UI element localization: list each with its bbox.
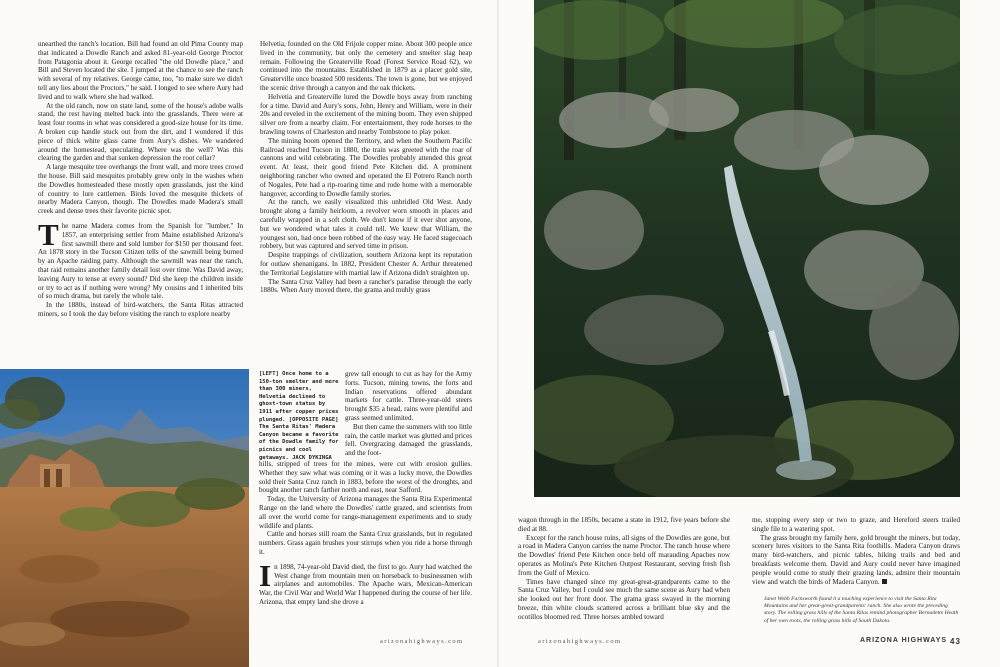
right-page <box>500 0 1000 667</box>
folio-magazine-name: ARIZONA HIGHWAYS <box>860 637 948 644</box>
left-column-2-bottom <box>259 460 472 607</box>
paragraph: Helvetia and Greaterville lured the Dowdle boys away from ranching for a time. David and Aury's sons, John, Henry and William, were in their 20s and reveled in the excitement of the mining boom. They even shipped silver ore from a nearby claim. For entertainment, they rode horses to the brawling towns of Charleston and nearby Tombstone to play poker. <box>260 92 472 136</box>
paragraph: unearthed the ranch's location. Bill had found an old Pima County map that indicated a Dowdle Ranch and asked 81-year-old George Proctor from Patagonia about it. George recalled "the old Dowdle place," and Bill and Steven located the site. I jumped at the chance to see the ranch with several of my relatives. George came, too, "to make sure we didn't tell any lies about the Proctors," he said. I longed to see where Aury had lived and to walk where she had walked. <box>38 40 243 101</box>
paragraph: The mining boom opened the Territory, and when the Southern Pacific Railroad reached Tucson in 1880, the train was greeted with the roar of cannons and wild celebrating. The Dowdles probably attended this great event. At least, their good friend Pete Kitchen did. A prominent neighboring rancher who owned and operated the El Potrero Ranch north of Nogales, Pete had a rip-roaring time and rode home with a memorable hangover, according to Dowdle family stories. <box>260 136 472 198</box>
folio-website: arizonahighways.com <box>380 638 464 645</box>
paragraph: But then came the summers with too little rain, the cattle market was glutted and prices fell. Overgrazing damaged the grasslands, and the foot- <box>345 422 472 458</box>
paragraph-text: he name Madera comes from the Spanish for "lumber." In 1857, an enterprising settler from Maine established Arizona's first sawmill there and sold lumber for $150 per thousand feet. An 1878 story in the Tucson Citizen tells of the sawmill being burned by an Apache raiding party. Although the sawmill was near the ranch, that raid remains another family detail lost over time. Was David away, leaving Aury to tense at every sound? Did she keep the children inside or try to act as if nothing were wrong? My cousins and I inherited bits of so much drama, but rarely the whole tale. <box>38 221 243 301</box>
photo-caption: [LEFT] Once home to a 150-ton smelter and more than 300 miners, Helvetia declined to ghost-town status by 1911 after copper prices plunged. [OPPOSITE PAGE] The Santa Ritas' Madera Canyon became a favorite of the Dowdle family for picnics and cool getaways. JACK DYKINGA <box>259 371 339 461</box>
helvetia-photo <box>0 369 249 667</box>
paragraph: me, stopping every step or two to graze, and Hereford steers trailed single file to a watering spot. <box>752 516 960 533</box>
paragraph <box>259 557 472 607</box>
paragraph: In the 1880s, instead of bird-watchers, the Santa Ritas attracted miners, so I took the day before visiting the ranch to explore nearby <box>38 301 243 318</box>
left-column-1 <box>38 40 243 319</box>
paragraph <box>38 216 243 301</box>
paragraph: Cattle and horses still roam the Santa Cruz grasslands, but in regulated numbers. Grass again brushes your stirrups when you ride a horse through it. <box>259 530 472 556</box>
paragraph: grew tall enough to cut as hay for the Army forts. Tucson, mining towns, the forts and Indian reservations offered abundant markets for cattle. Three-year-old steers brought $35 a head, rains were plentiful and grass seemed unlimited. <box>345 370 472 422</box>
paragraph: wagon through in the 1850s, became a state in 1912, five years before she died at 88. <box>518 516 730 533</box>
paragraph-text: The grass brought my family here, gold brought the miners, but today, scenery lures visitors to the Santa Rita foothills. Madera Canyon draws many bird-watchers, and picnic tables, hiking trails and bed and breakfasts welcome them. David and Aury could never have imagined people would come to study their grazing lands, admire their mountain view and watch the birds of Madera Canyon. <box>752 533 960 586</box>
waterfall-canyon-image <box>534 0 960 497</box>
paragraph: hills, stripped of trees for the mines, were cut with erosion gullies. Whether they saw what was coming or it was a lucky move, the Dowdles sold their Santa Cruz ranch in 1883, before the worst of the droughts, and bought another ranch farther north and east, near Safford. <box>259 460 472 495</box>
right-column-1 <box>518 516 730 622</box>
madera-canyon-photo <box>534 0 960 497</box>
drop-cap: T <box>38 216 59 252</box>
paragraph: At the ranch, we easily visualized this unbridled Old West. Andy brought along a family heirloom, a revolver worn smooth in places and carefully wrapped in a soft cloth. We don't know if it ever shot anyone, but we wondered what tales it could tell. We knew that William, the youngest son, had once been robbed of the easy way. He faced stagecoach robbery, but was captured and served time in prison. <box>260 198 472 251</box>
drop-cap: I <box>259 557 272 593</box>
paragraph <box>752 534 960 587</box>
right-column-2 <box>752 516 960 586</box>
left-column-2-top <box>260 40 472 295</box>
desert-landscape-image <box>0 369 249 667</box>
paragraph-text: n 1898, 74-year-old David died, the first to go. Aury had watched the West change from mountain men on horseback to businessmen with airplanes and automobiles. The Apache wars, Mexican-American War, the Civil War and World War I happened during the course of her life. Arizona, that empty land she drove a <box>259 562 472 606</box>
paragraph: The Santa Cruz Valley had been a rancher's paradise through the early 1880s. When Aury moved there, the grama and muhly grass <box>260 277 472 295</box>
left-column-2-middle <box>345 370 472 458</box>
author-credit: Janet Webb Farnsworth found it a touching experience to visit the Santa Rita Mountains and her great-great-grandparents' ranch. She also wrote the preceding story. The rolling grass hills of the Santa Ritas remind photographer Bernadette Heath of her own roots, the rolling grass hills of South Dakota. <box>764 596 959 624</box>
paragraph: Despite trappings of civilization, southern Arizona kept its reputation for outlaw shenanigans. In 1882, President Chester A. Arthur threatened the Territorial Legislature with martial law if Arizona didn't straighten up. <box>260 251 472 277</box>
page-number: 43 <box>950 637 961 646</box>
paragraph: A large mesquite tree overhangs the front wall, and more trees crowd the house. Bill said mesquites probably grew only in the washes when the Dowdles homesteaded these mostly open grasslands, just the kind of country to lure cattlemen. Birds loved the mesquite thickets of nearby Madera Canyon, though. The Dowdles made Madera's small creek and dense trees their favorite picnic spot. <box>38 163 243 216</box>
paragraph: Times have changed since my great-great-grandparents came to the Santa Cruz Valley, but I could see much the same scene as Aury had when she looked out her front door. The grama grass swayed in the morning breeze, thin white clouds scattered across a brilliant blue sky and the ocotillos bloomed red. Three horses ambled toward <box>518 577 730 621</box>
paragraph: Today, the University of Arizona manages the Santa Rita Experimental Range on the land where the Dowdles' cattle grazed, and scientists from all over the world come for range-management experiments and to study wildlife and plants. <box>259 495 472 530</box>
paragraph: At the old ranch, now on state land, some of the house's adobe walls stand, the rest having melted back into the grasslands. There were at least four rooms in what was considered a good-size house for its time. A broken cup handle stuck out from the dirt, and I wondered if this piece of thick white glass came from Aury's dishes. We wandered around the homestead, speculating. Where was the well? Was this clearing the garden and that sunken depression the root cellar? <box>38 101 243 163</box>
folio-website: arizonahighways.com <box>538 638 622 645</box>
paragraph: Helvetia, founded on the Old Frijole copper mine. About 300 people once lived in the community, but only the cemetery and smelter slag heap remain. Following the Greaterville Road (Forest Service Road 62), we continued into the mountains. Established in 1879 as a placer gold site, Greaterville once boasted 500 residents. The town is gone, but we enjoyed the scenic drive through a canyon and the oak thickets. <box>260 40 472 92</box>
end-mark-icon <box>882 579 887 584</box>
paragraph: Except for the ranch house ruins, all signs of the Dowdles are gone, but a road in Madera Canyon carries the name Proctor. The ranch house where the Dowdles' friend Pete Kitchen once held off marauding Apaches now operates as Molina's Pete Kitchen Outpost Restaurant, serving fresh fish from the Gulf of Mexico. <box>518 533 731 577</box>
